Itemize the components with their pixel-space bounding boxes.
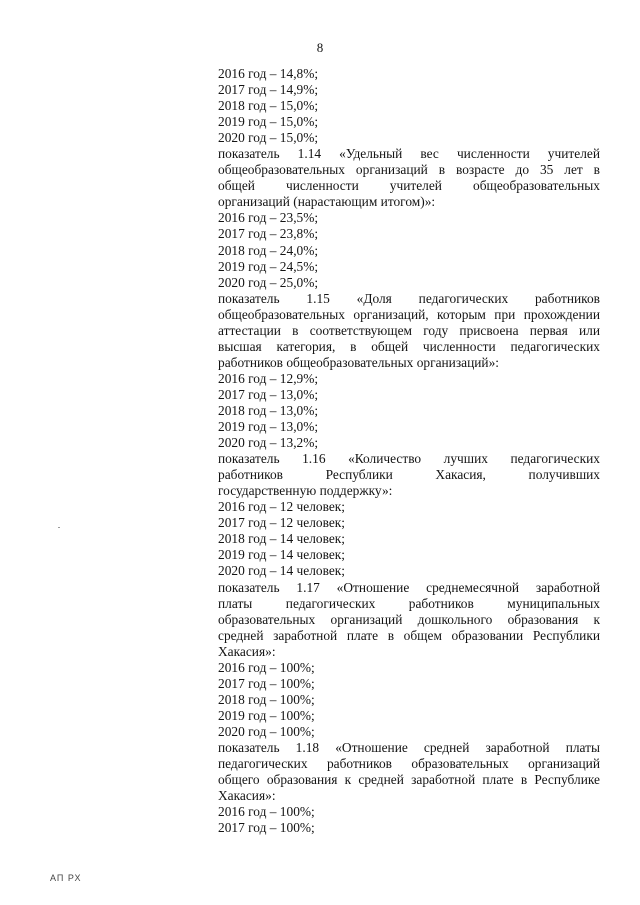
indicator-value-line: 2019 год – 24,5%; bbox=[218, 258, 319, 274]
indicator-value-line: 2020 год – 15,0%; bbox=[218, 130, 319, 146]
indicator-text-line: средней заработной плате в общем образовании Республики bbox=[218, 627, 600, 643]
indicator-text-line: показатель 1.16 «Количество лучших педагогических bbox=[218, 451, 600, 467]
indicator-text-line: педагогических работников образовательных организаций bbox=[218, 756, 600, 772]
indicator-value-line: 2018 год – 100%; bbox=[218, 691, 315, 707]
indicator-text-line: работников Республики Хакасия, получивших bbox=[218, 467, 600, 483]
indicator-text-line: организаций (нарастающим итогом)»: bbox=[218, 194, 436, 210]
indicator-text-line: общего образования к средней заработной плате в Республике bbox=[218, 772, 600, 788]
indicator-value-line: 2020 год – 25,0%; bbox=[218, 274, 319, 290]
indicator-value-line: 2019 год – 100%; bbox=[218, 707, 315, 723]
indicator-text-line: общей численности учителей общеобразовательных bbox=[218, 178, 600, 194]
indicator-value-line: 2018 год – 13,0%; bbox=[218, 402, 319, 418]
indicator-value-line: 2020 год – 100%; bbox=[218, 723, 315, 739]
indicator-value-line: 2019 год – 15,0%; bbox=[218, 114, 319, 130]
indicator-value-line: 2017 год – 12 человек; bbox=[218, 515, 346, 531]
indicator-text-line: Хакасия»: bbox=[218, 643, 276, 659]
indicator-value-line: 2020 год – 14 человек; bbox=[218, 563, 346, 579]
indicator-text-line: показатель 1.14 «Удельный вес численности учителей bbox=[218, 146, 600, 162]
indicator-value-line: 2016 год – 100%; bbox=[218, 804, 315, 820]
indicator-value-line: 2016 год – 12,9%; bbox=[218, 370, 319, 386]
indicator-text-line: показатель 1.17 «Отношение среднемесячной заработной bbox=[218, 579, 600, 595]
indicator-text-line: общеобразовательных организаций в возрасте до 35 лет в bbox=[218, 162, 600, 178]
indicator-value-line: 2016 год – 23,5%; bbox=[218, 210, 319, 226]
indicator-text-line: Хакасия»: bbox=[218, 788, 276, 804]
indicator-paragraph bbox=[218, 291, 600, 371]
margin-speck bbox=[58, 527, 60, 528]
indicator-value-line: 2017 год – 14,9%; bbox=[218, 82, 319, 98]
indicator-text-line: аттестации в соответствующем году присвоена первая или bbox=[218, 322, 600, 338]
indicator-value-line: 2020 год – 13,2%; bbox=[218, 435, 319, 451]
indicator-text-line: работников общеобразовательных организаций»: bbox=[218, 354, 499, 370]
indicator-value-line: 2017 год – 13,0%; bbox=[218, 386, 319, 402]
page-number: 8 bbox=[316, 40, 324, 55]
indicator-value-line: 2019 год – 14 человек; bbox=[218, 547, 346, 563]
indicator-value-line: 2016 год – 100%; bbox=[218, 659, 315, 675]
indicator-value-line: 2017 год – 100%; bbox=[218, 675, 315, 691]
indicator-value-line: 2018 год – 24,0%; bbox=[218, 242, 319, 258]
indicator-paragraph bbox=[218, 740, 600, 804]
indicator-value-line: 2018 год – 15,0%; bbox=[218, 98, 319, 114]
indicator-text-line: высшая категория, в общей численности педагогических bbox=[218, 338, 600, 354]
indicator-text-line: платы педагогических работников муниципальных bbox=[218, 595, 600, 611]
indicator-paragraph bbox=[218, 451, 600, 499]
indicator-paragraph bbox=[218, 146, 600, 210]
indicator-value-line: 2016 год – 12 человек; bbox=[218, 499, 346, 515]
indicator-text-line: образовательных организаций дошкольного образования к bbox=[218, 611, 600, 627]
document-body bbox=[218, 66, 600, 836]
indicator-text-line: государственную поддержку»: bbox=[218, 483, 393, 499]
indicator-value-line: 2016 год – 14,8%; bbox=[218, 66, 319, 81]
indicator-text-line: общеобразовательных организаций, которым при прохождении bbox=[218, 306, 600, 322]
footer-stamp: АП РХ bbox=[50, 873, 82, 883]
indicator-value-line: 2017 год – 100%; bbox=[218, 820, 315, 836]
indicator-value-line: 2017 год – 23,8%; bbox=[218, 226, 319, 242]
indicator-value-line: 2018 год – 14 человек; bbox=[218, 531, 346, 547]
indicator-paragraph bbox=[218, 580, 600, 660]
indicator-text-line: показатель 1.15 «Доля педагогических работников bbox=[218, 290, 600, 306]
indicator-value-line: 2019 год – 13,0%; bbox=[218, 419, 319, 435]
indicator-text-line: показатель 1.18 «Отношение средней заработной платы bbox=[218, 739, 600, 755]
